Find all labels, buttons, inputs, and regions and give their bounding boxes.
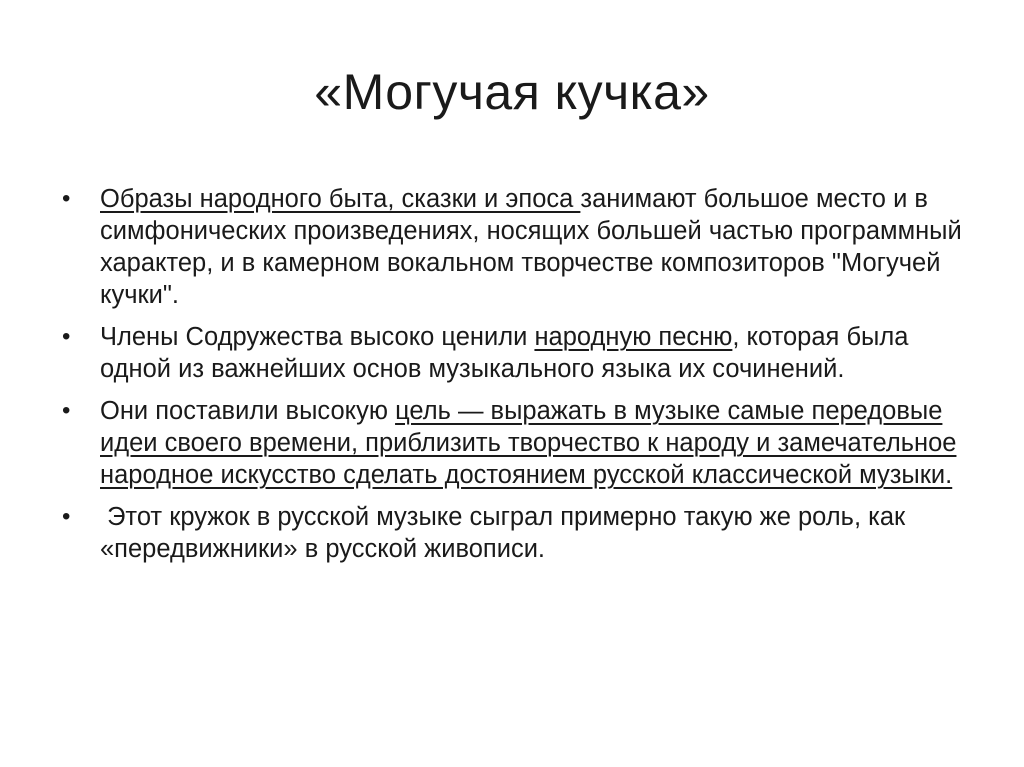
bullet-icon: •	[62, 185, 71, 212]
bullet-icon: •	[62, 503, 71, 530]
bullet-item-1	[62, 183, 962, 311]
bullet-text: Они поставили высокую	[100, 397, 396, 425]
underlined-text: народную песню	[534, 323, 733, 351]
underlined-text: Образы народного быта, сказки и эпоса	[100, 185, 581, 213]
underlined-text: цель — выражать в музыке самые передовые идеи своего времени, приблизить творчество к народу и замечательное народное искусство сделать достоянием русской классической музыки.	[100, 397, 957, 489]
bullet-item-2	[62, 321, 962, 385]
bullet-text: Члены Содружества высоко ценили	[100, 323, 535, 351]
bullet-item-3	[62, 395, 962, 491]
bullet-icon: •	[62, 323, 71, 350]
bullet-text: , которая была одной из важнейших основ музыкального языка их сочинений.	[100, 323, 909, 383]
bullet-text: Этот кружок в русской музыке сыграл примерно такую же роль, как «передвижники» в русской живописи.	[100, 503, 913, 563]
slide-title: «Могучая кучка»	[314, 64, 710, 120]
bullet-icon: •	[62, 397, 71, 424]
bullet-item-4	[62, 501, 962, 565]
bullet-list	[62, 183, 962, 575]
bullet-text: занимают большое место и в симфонических произведениях, носящих большей частью программный характер, и в камерном вокальном творчестве композиторов "Могучей кучки".	[100, 185, 962, 309]
